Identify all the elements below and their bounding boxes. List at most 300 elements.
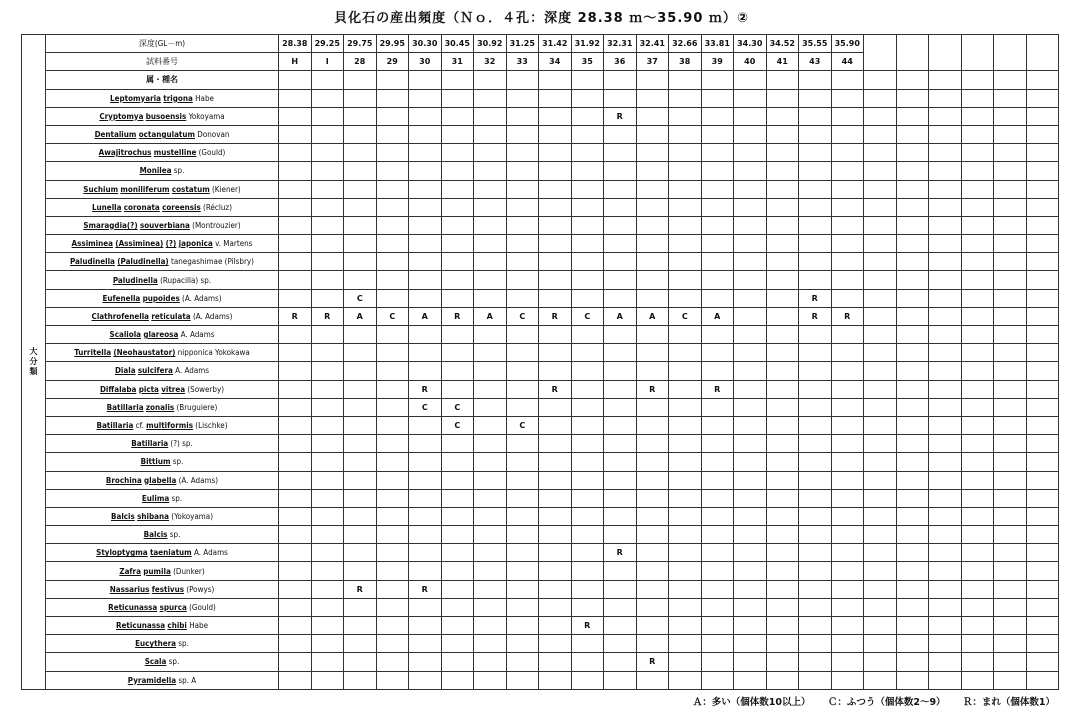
genus-header-row — [22, 71, 1059, 89]
frequency-cell — [376, 344, 409, 362]
depth-cell: 31.25 — [506, 35, 539, 53]
frequency-cell — [831, 362, 864, 380]
frequency-cell — [831, 453, 864, 471]
frequency-cell — [961, 416, 994, 434]
sample-label: 試料番号 — [46, 53, 279, 71]
frequency-cell — [376, 380, 409, 398]
frequency-cell — [636, 471, 669, 489]
frequency-cell — [766, 489, 799, 507]
frequency-cell — [929, 435, 962, 453]
frequency-cell — [279, 271, 312, 289]
frequency-cell — [474, 125, 507, 143]
frequency-cell — [799, 344, 832, 362]
frequency-cell — [506, 507, 539, 525]
frequency-cell — [474, 526, 507, 544]
frequency-cell — [279, 235, 312, 253]
frequency-cell — [571, 598, 604, 616]
empty-cell — [734, 71, 767, 89]
frequency-cell — [961, 89, 994, 107]
table-row — [22, 344, 1059, 362]
frequency-cell — [669, 526, 702, 544]
frequency-cell — [409, 253, 442, 271]
frequency-cell — [604, 580, 637, 598]
table-row — [22, 598, 1059, 616]
frequency-cell — [376, 653, 409, 671]
frequency-cell: A — [701, 307, 734, 325]
frequency-cell — [409, 635, 442, 653]
frequency-cell — [279, 416, 312, 434]
frequency-cell — [604, 435, 637, 453]
frequency-cell — [376, 271, 409, 289]
frequency-cell — [604, 635, 637, 653]
frequency-cell — [474, 598, 507, 616]
sample-cell: 36 — [604, 53, 637, 71]
frequency-cell — [1026, 435, 1059, 453]
frequency-cell — [311, 271, 344, 289]
sample-cell: 43 — [799, 53, 832, 71]
frequency-cell — [994, 398, 1027, 416]
frequency-cell — [604, 162, 637, 180]
frequency-cell — [409, 289, 442, 307]
frequency-cell — [994, 435, 1027, 453]
frequency-cell — [441, 544, 474, 562]
frequency-cell — [474, 326, 507, 344]
sample-cell: 33 — [506, 53, 539, 71]
frequency-cell — [766, 344, 799, 362]
sample-cell: 29 — [376, 53, 409, 71]
frequency-cell — [441, 89, 474, 107]
species-name: Paludinella (Paludinella) tanegashimae (Pilsbry) — [46, 253, 279, 271]
frequency-cell — [539, 489, 572, 507]
frequency-cell — [344, 180, 377, 198]
table-row — [22, 253, 1059, 271]
frequency-cell — [441, 435, 474, 453]
frequency-cell — [864, 416, 897, 434]
species-name: Eufenella pupoides (A. Adams) — [46, 289, 279, 307]
frequency-cell — [506, 398, 539, 416]
frequency-cell — [994, 344, 1027, 362]
frequency-cell — [311, 398, 344, 416]
table-row — [22, 416, 1059, 434]
frequency-cell — [279, 289, 312, 307]
frequency-cell — [929, 107, 962, 125]
frequency-cell — [344, 235, 377, 253]
frequency-cell — [831, 107, 864, 125]
frequency-cell — [734, 89, 767, 107]
frequency-cell — [994, 180, 1027, 198]
frequency-cell — [799, 216, 832, 234]
frequency-cell — [636, 89, 669, 107]
frequency-cell — [734, 580, 767, 598]
frequency-cell — [409, 198, 442, 216]
frequency-cell — [604, 89, 637, 107]
frequency-cell — [474, 653, 507, 671]
frequency-cell — [344, 671, 377, 689]
frequency-cell — [766, 326, 799, 344]
frequency-cell — [929, 289, 962, 307]
frequency-cell — [994, 380, 1027, 398]
empty-cell — [864, 35, 897, 71]
frequency-cell — [376, 398, 409, 416]
table-row — [22, 453, 1059, 471]
empty-cell — [409, 71, 442, 89]
frequency-cell — [864, 107, 897, 125]
frequency-cell — [929, 471, 962, 489]
frequency-cell — [311, 253, 344, 271]
empty-cell — [929, 71, 962, 89]
frequency-cell: R — [799, 307, 832, 325]
frequency-cell — [734, 253, 767, 271]
frequency-cell — [734, 344, 767, 362]
frequency-cell — [831, 380, 864, 398]
frequency-cell — [376, 471, 409, 489]
frequency-cell — [961, 289, 994, 307]
frequency-cell — [864, 216, 897, 234]
table-row — [22, 125, 1059, 143]
frequency-cell — [539, 598, 572, 616]
frequency-cell — [994, 307, 1027, 325]
frequency-cell — [571, 271, 604, 289]
species-name: Scaliola glareosa A. Adams — [46, 326, 279, 344]
frequency-cell — [701, 271, 734, 289]
frequency-cell — [344, 653, 377, 671]
frequency-cell — [799, 489, 832, 507]
frequency-cell — [636, 562, 669, 580]
frequency-cell — [864, 89, 897, 107]
frequency-cell — [831, 617, 864, 635]
frequency-cell — [961, 544, 994, 562]
frequency-cell — [896, 416, 929, 434]
frequency-cell — [799, 598, 832, 616]
frequency-cell — [766, 435, 799, 453]
frequency-cell — [376, 635, 409, 653]
frequency-cell — [929, 180, 962, 198]
frequency-cell — [604, 416, 637, 434]
frequency-cell — [376, 453, 409, 471]
frequency-cell — [441, 271, 474, 289]
frequency-cell — [539, 398, 572, 416]
species-name: Diffalaba picta vitrea (Sowerby) — [46, 380, 279, 398]
frequency-cell — [896, 198, 929, 216]
empty-cell — [344, 71, 377, 89]
frequency-cell — [376, 180, 409, 198]
frequency-cell — [474, 416, 507, 434]
frequency-cell — [701, 635, 734, 653]
frequency-cell — [344, 453, 377, 471]
frequency-cell — [506, 544, 539, 562]
frequency-cell — [864, 198, 897, 216]
frequency-cell — [474, 144, 507, 162]
frequency-cell — [506, 562, 539, 580]
frequency-cell — [929, 307, 962, 325]
species-name: Eulima sp. — [46, 489, 279, 507]
frequency-cell — [376, 489, 409, 507]
frequency-cell — [831, 398, 864, 416]
species-name: Smaragdia(?) souverbiana (Montrouzier) — [46, 216, 279, 234]
frequency-cell — [669, 253, 702, 271]
frequency-cell — [701, 362, 734, 380]
frequency-cell — [376, 216, 409, 234]
frequency-cell — [799, 453, 832, 471]
frequency-cell — [994, 453, 1027, 471]
frequency-cell — [571, 453, 604, 471]
frequency-cell — [961, 307, 994, 325]
frequency-cell — [279, 162, 312, 180]
frequency-cell — [571, 507, 604, 525]
frequency-cell — [669, 216, 702, 234]
species-name: Lunella coronata coreensis (Récluz) — [46, 198, 279, 216]
frequency-cell — [701, 144, 734, 162]
frequency-cell — [636, 435, 669, 453]
frequency-cell — [734, 562, 767, 580]
frequency-cell — [539, 544, 572, 562]
sample-cell: 31 — [441, 53, 474, 71]
species-name: Bittium sp. — [46, 453, 279, 471]
frequency-cell — [441, 453, 474, 471]
frequency-cell — [1026, 125, 1059, 143]
frequency-cell — [961, 107, 994, 125]
frequency-cell — [311, 89, 344, 107]
frequency-cell — [961, 635, 994, 653]
frequency-cell — [506, 271, 539, 289]
frequency-cell: C — [441, 398, 474, 416]
frequency-cell — [279, 344, 312, 362]
empty-cell — [441, 71, 474, 89]
frequency-cell — [766, 562, 799, 580]
frequency-cell — [1026, 562, 1059, 580]
frequency-cell — [701, 580, 734, 598]
frequency-cell — [766, 617, 799, 635]
frequency-cell — [734, 471, 767, 489]
frequency-cell — [961, 125, 994, 143]
species-name: Clathrofenella reticulata (A. Adams) — [46, 307, 279, 325]
frequency-cell — [506, 653, 539, 671]
frequency-cell — [701, 289, 734, 307]
frequency-cell — [994, 653, 1027, 671]
frequency-cell — [311, 526, 344, 544]
frequency-cell — [539, 125, 572, 143]
table-row — [22, 326, 1059, 344]
table-row — [22, 162, 1059, 180]
frequency-cell — [896, 398, 929, 416]
frequency-cell — [864, 162, 897, 180]
frequency-cell — [701, 89, 734, 107]
frequency-cell — [961, 162, 994, 180]
empty-cell — [961, 35, 994, 71]
frequency-cell — [961, 489, 994, 507]
frequency-cell — [539, 416, 572, 434]
frequency-cell — [441, 344, 474, 362]
frequency-cell — [571, 89, 604, 107]
table-row — [22, 580, 1059, 598]
frequency-cell — [864, 671, 897, 689]
frequency-cell — [864, 635, 897, 653]
frequency-cell — [636, 198, 669, 216]
frequency-cell — [344, 216, 377, 234]
frequency-cell — [929, 253, 962, 271]
frequency-cell — [766, 544, 799, 562]
frequency-cell — [669, 271, 702, 289]
frequency-cell — [994, 162, 1027, 180]
frequency-cell — [344, 416, 377, 434]
frequency-cell: C — [376, 307, 409, 325]
depth-cell: 33.81 — [701, 35, 734, 53]
frequency-cell — [864, 544, 897, 562]
frequency-cell — [1026, 235, 1059, 253]
frequency-cell — [766, 598, 799, 616]
frequency-cell — [376, 671, 409, 689]
frequency-cell — [929, 362, 962, 380]
frequency-cell — [279, 598, 312, 616]
frequency-cell — [376, 598, 409, 616]
depth-cell: 32.66 — [669, 35, 702, 53]
table-row — [22, 107, 1059, 125]
frequency-cell — [994, 598, 1027, 616]
empty-cell — [636, 71, 669, 89]
frequency-cell — [571, 544, 604, 562]
frequency-cell — [441, 598, 474, 616]
frequency-cell — [279, 453, 312, 471]
frequency-cell — [571, 435, 604, 453]
frequency-cell — [506, 380, 539, 398]
frequency-cell — [701, 671, 734, 689]
frequency-cell — [506, 89, 539, 107]
frequency-cell — [929, 544, 962, 562]
frequency-cell — [896, 635, 929, 653]
frequency-cell — [864, 453, 897, 471]
frequency-cell — [701, 416, 734, 434]
frequency-cell — [929, 617, 962, 635]
frequency-cell — [279, 253, 312, 271]
frequency-cell — [1026, 198, 1059, 216]
frequency-cell — [539, 326, 572, 344]
frequency-cell — [311, 380, 344, 398]
frequency-cell — [961, 398, 994, 416]
species-name: Eucythera sp. — [46, 635, 279, 653]
frequency-cell — [409, 162, 442, 180]
frequency-cell — [896, 562, 929, 580]
frequency-cell — [474, 489, 507, 507]
frequency-cell — [539, 253, 572, 271]
frequency-cell — [409, 471, 442, 489]
frequency-cell — [701, 598, 734, 616]
frequency-cell — [766, 107, 799, 125]
frequency-cell — [604, 198, 637, 216]
frequency-cell: R — [539, 307, 572, 325]
frequency-cell — [311, 198, 344, 216]
frequency-cell — [961, 653, 994, 671]
frequency-cell — [929, 635, 962, 653]
frequency-cell — [669, 489, 702, 507]
frequency-cell — [441, 671, 474, 689]
frequency-cell — [376, 617, 409, 635]
frequency-cell — [344, 617, 377, 635]
frequency-cell — [961, 453, 994, 471]
frequency-cell — [604, 271, 637, 289]
frequency-cell — [279, 489, 312, 507]
frequency-cell — [1026, 216, 1059, 234]
frequency-cell — [994, 235, 1027, 253]
frequency-cell — [766, 580, 799, 598]
frequency-cell — [734, 598, 767, 616]
category-header: 大 分 類 — [22, 35, 46, 690]
frequency-cell — [376, 562, 409, 580]
frequency-cell — [604, 671, 637, 689]
sample-cell: 34 — [539, 53, 572, 71]
frequency-cell — [409, 326, 442, 344]
frequency-cell — [636, 144, 669, 162]
empty-cell — [311, 71, 344, 89]
frequency-cell — [734, 398, 767, 416]
frequency-cell: R — [409, 380, 442, 398]
frequency-cell — [734, 107, 767, 125]
frequency-cell — [766, 635, 799, 653]
frequency-cell — [474, 162, 507, 180]
frequency-cell — [994, 198, 1027, 216]
frequency-cell — [1026, 271, 1059, 289]
frequency-cell — [929, 562, 962, 580]
frequency-cell — [604, 125, 637, 143]
species-name: Turritella (Neohaustator) nipponica Yokokawa — [46, 344, 279, 362]
frequency-cell — [279, 362, 312, 380]
frequency-cell — [409, 144, 442, 162]
frequency-cell — [539, 216, 572, 234]
frequency-cell — [669, 198, 702, 216]
frequency-cell — [506, 489, 539, 507]
table-row — [22, 617, 1059, 635]
frequency-cell — [636, 507, 669, 525]
frequency-cell — [311, 107, 344, 125]
frequency-cell — [1026, 398, 1059, 416]
frequency-cell — [994, 89, 1027, 107]
frequency-cell — [474, 362, 507, 380]
frequency-cell — [506, 435, 539, 453]
frequency-cell — [344, 362, 377, 380]
frequency-cell — [604, 380, 637, 398]
frequency-cell — [571, 489, 604, 507]
frequency-cell — [994, 416, 1027, 434]
frequency-cell — [636, 125, 669, 143]
frequency-cell — [766, 180, 799, 198]
species-name: Balcis shibana (Yokoyama) — [46, 507, 279, 525]
frequency-cell — [376, 144, 409, 162]
frequency-cell — [701, 253, 734, 271]
frequency-cell — [571, 144, 604, 162]
table-row — [22, 635, 1059, 653]
frequency-cell — [766, 453, 799, 471]
species-name: Cryptomya busoensis Yokoyama — [46, 107, 279, 125]
frequency-cell — [539, 635, 572, 653]
frequency-cell — [799, 89, 832, 107]
frequency-cell — [571, 180, 604, 198]
frequency-cell — [799, 671, 832, 689]
frequency-cell — [766, 162, 799, 180]
frequency-cell — [831, 471, 864, 489]
frequency-cell — [604, 253, 637, 271]
sample-cell: 44 — [831, 53, 864, 71]
frequency-cell — [766, 144, 799, 162]
frequency-cell — [669, 580, 702, 598]
frequency-cell — [669, 598, 702, 616]
frequency-cell — [1026, 453, 1059, 471]
frequency-cell — [864, 307, 897, 325]
table-row — [22, 144, 1059, 162]
frequency-cell — [831, 235, 864, 253]
frequency-cell — [799, 180, 832, 198]
frequency-cell — [961, 526, 994, 544]
frequency-cell — [799, 398, 832, 416]
frequency-cell — [669, 617, 702, 635]
